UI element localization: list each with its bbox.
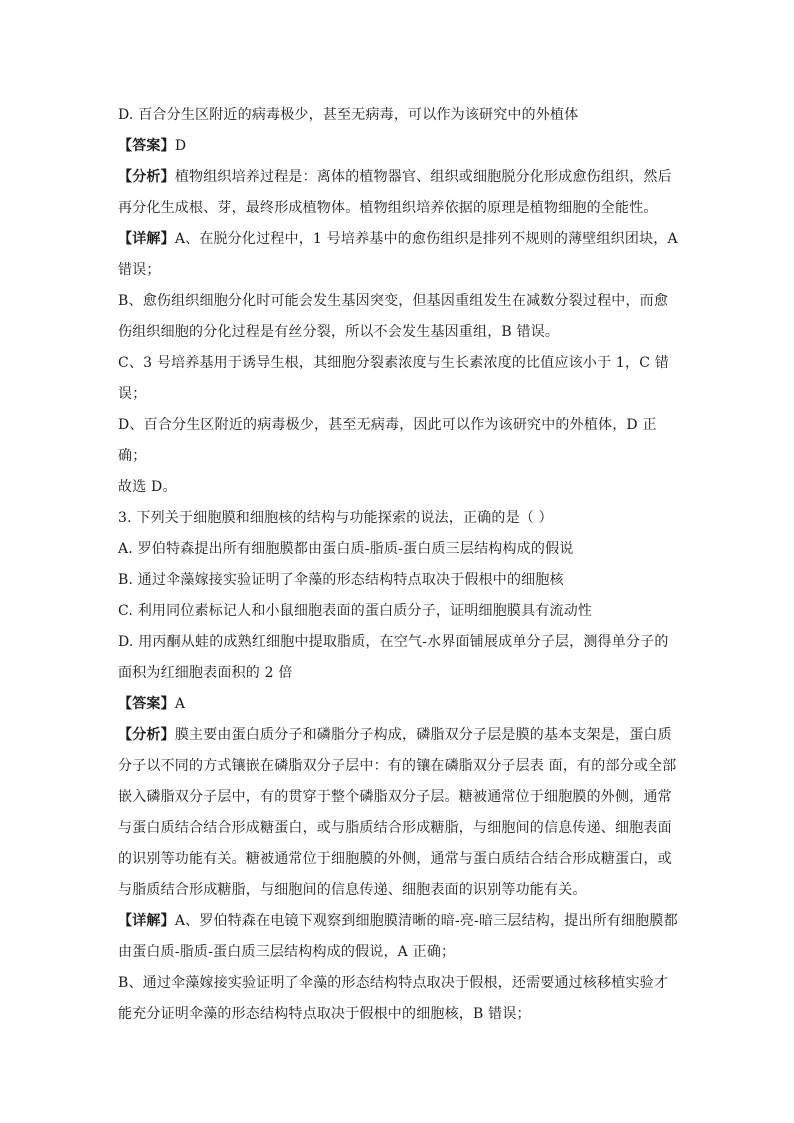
line-text: D、百合分生区附近的病毒极少，甚至无病毒，因此可以作为该研究中的外植体，D 正 bbox=[118, 417, 657, 433]
line-text: 故选 D。 bbox=[118, 479, 177, 495]
text-line bbox=[118, 875, 678, 906]
text-line bbox=[118, 379, 678, 410]
section-tag: 【详解】 bbox=[118, 913, 175, 929]
line-text: D. 用丙酮从蛙的成熟红细胞中提取脂质，在空气-水界面铺展成单分子层，测得单分子的 bbox=[118, 634, 669, 650]
line-text: 的识别等功能有关。糖被通常位于细胞膜的外侧，通常与蛋白质结合结合形成糖蛋白，或 bbox=[118, 851, 672, 867]
line-text: C、3 号培养基用于诱导生根，其细胞分裂素浓度与生长素浓度的比值应该小于 1，C 错 bbox=[118, 355, 669, 371]
text-line bbox=[118, 565, 678, 596]
text-line bbox=[118, 937, 678, 968]
text-line bbox=[118, 224, 678, 255]
text-line bbox=[118, 317, 678, 348]
section-tag: 【答案】 bbox=[118, 696, 175, 712]
text-line bbox=[118, 100, 678, 131]
line-text: 确； bbox=[118, 448, 147, 464]
document-page bbox=[118, 100, 678, 1030]
text-line bbox=[118, 751, 678, 782]
line-text: 膜主要由蛋白质分子和磷脂分子构成，磷脂双分子层是膜的基本支架是，蛋白质 bbox=[174, 727, 672, 743]
text-line bbox=[118, 441, 678, 472]
line-text: 错误； bbox=[118, 262, 161, 278]
line-text: C. 利用同位素标记人和小鼠细胞表面的蛋白质分子，证明细胞膜具有流动性 bbox=[118, 603, 593, 619]
line-text: 3. 下列关于细胞膜和细胞核的结构与功能探索的说法，正确的是（ ） bbox=[118, 510, 553, 526]
line-text: D bbox=[174, 138, 187, 154]
text-line bbox=[118, 968, 678, 999]
text-line bbox=[118, 286, 678, 317]
text-line bbox=[118, 720, 678, 751]
text-line bbox=[118, 410, 678, 441]
line-text: B. 通过伞藻嫁接实验证明了伞藻的形态结构特点取决于假根中的细胞核 bbox=[118, 572, 564, 588]
text-line bbox=[118, 162, 678, 193]
section-tag: 【详解】 bbox=[118, 231, 175, 247]
line-text: 伤组织细胞的分化过程是有丝分裂，所以不会发生基因重组，B 错误。 bbox=[118, 324, 560, 340]
text-line bbox=[118, 193, 678, 224]
line-text: 与蛋白质结合结合形成糖蛋白，或与脂质结合形成糖脂，与细胞间的信息传递、细胞表面 bbox=[118, 820, 672, 836]
line-text: 植物组织培养过程是：离体的植物器官、组织或细胞脱分化形成愈伤组织，然后 bbox=[174, 169, 672, 185]
line-text: A bbox=[174, 696, 186, 712]
line-text: 嵌入磷脂双分子层中，有的贯穿于整个磷脂双分子层。糖被通常位于细胞膜的外侧，通常 bbox=[118, 789, 672, 805]
text-line bbox=[118, 348, 678, 379]
line-text: A、在脱分化过程中，1 号培养基中的愈伤组织是排列不规则的薄壁组织团块，A bbox=[174, 231, 678, 247]
text-line bbox=[118, 999, 678, 1030]
text-line bbox=[118, 844, 678, 875]
line-text: B、通过伞藻嫁接实验证明了伞藻的形态结构特点取决于假根，还需要通过核移植实验才 bbox=[118, 975, 669, 991]
text-line bbox=[118, 472, 678, 503]
text-line bbox=[118, 782, 678, 813]
text-line bbox=[118, 658, 678, 689]
line-text: 与脂质结合形成糖脂，与细胞间的信息传递、细胞表面的识别等功能有关。 bbox=[118, 882, 587, 898]
line-text: 由蛋白质-脂质-蛋白质三层结构构成的假说，A 正确； bbox=[118, 944, 456, 960]
line-text: A. 罗伯特森提出所有细胞膜都由蛋白质-脂质-蛋白质三层结构构成的假说 bbox=[118, 541, 574, 557]
line-text: A、罗伯特森在电镜下观察到细胞膜清晰的暗-亮-暗三层结构，提出所有细胞膜都 bbox=[174, 913, 678, 929]
text-line bbox=[118, 596, 678, 627]
line-text: 再分化生成根、芽，最终形成植物体。植物组织培养依据的原理是植物细胞的全能性。 bbox=[118, 200, 658, 216]
line-text: D. 百合分生区附近的病毒极少，甚至无病毒，可以作为该研究中的外植体 bbox=[118, 107, 579, 123]
line-text: 分子以不同的方式镶嵌在磷脂双分子层中：有的镶在磷脂双分子层表 面，有的部分或全部 bbox=[118, 758, 677, 774]
section-tag: 【答案】 bbox=[118, 138, 175, 154]
text-line bbox=[118, 813, 678, 844]
line-text: B、愈伤组织细胞分化时可能会发生基因突变，但基因重组发生在减数分裂过程中，而愈 bbox=[118, 293, 669, 309]
line-text: 面积为红细胞表面积的 2 倍 bbox=[118, 665, 293, 681]
section-tag: 【分析】 bbox=[118, 169, 175, 185]
section-tag: 【分析】 bbox=[118, 727, 175, 743]
text-line bbox=[118, 534, 678, 565]
text-line bbox=[118, 627, 678, 658]
text-line bbox=[118, 131, 678, 162]
text-line bbox=[118, 503, 678, 534]
text-line bbox=[118, 255, 678, 286]
text-line bbox=[118, 689, 678, 720]
line-text: 能充分证明伞藻的形态结构特点取决于假根中的细胞核，B 错误； bbox=[118, 1006, 531, 1022]
text-line bbox=[118, 906, 678, 937]
line-text: 误； bbox=[118, 386, 147, 402]
